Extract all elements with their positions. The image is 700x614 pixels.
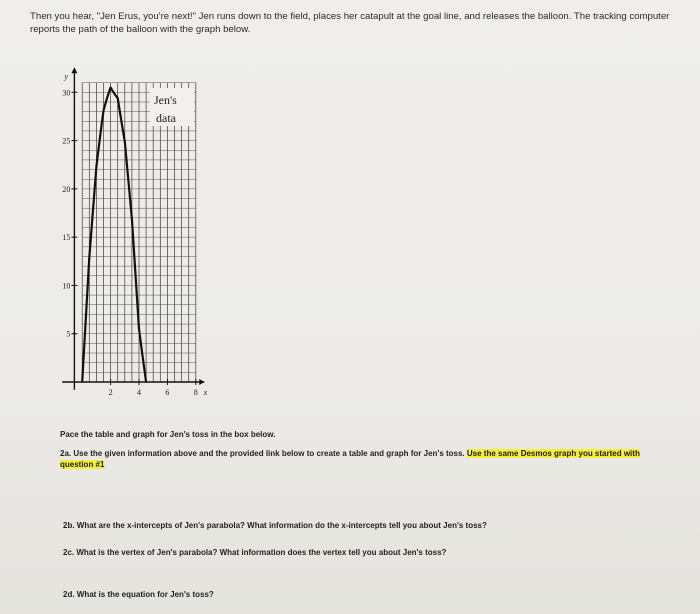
question-2c: 2c. What is the vertex of Jen's parabola? What information does the vertex tell you about Jen's toss? — [63, 548, 447, 557]
question-2a-text: 2a. Use the given information above and the provided link below to create a table and graph for Jen's toss. — [60, 449, 465, 458]
y-tick-label: 15 — [62, 233, 71, 243]
x-tick-label: 4 — [137, 388, 141, 397]
x-tick-label: 8 — [193, 388, 198, 397]
intro-paragraph: Then you hear, "Jen Erus, you're next!" Jen runs down to the field, places her catapult at the goal line, and releases the balloon. The tracking computer reports the path of the balloon with the graph below. — [30, 11, 670, 35]
y-tick-label: 25 — [62, 136, 71, 146]
x-axis-label: x — [203, 388, 208, 397]
x-tick-label: 2 — [108, 388, 113, 397]
question-2a — [60, 448, 660, 470]
question-2d: 2d. What is the equation for Jen's toss? — [63, 590, 214, 599]
graph-legend — [150, 88, 194, 126]
legend-label-line2: data — [156, 111, 176, 125]
x-tick-label: 6 — [165, 388, 170, 397]
y-axis-arrow — [71, 67, 77, 73]
y-tick-label: 30 — [62, 88, 71, 98]
parabola-curve — [82, 87, 146, 382]
x-axis-arrow — [199, 379, 204, 385]
y-tick-label: 20 — [62, 184, 71, 194]
graph-curve — [82, 87, 146, 382]
question-2a-highlight: Use the same Desmos graph you started with question #1 — [60, 449, 640, 469]
y-tick-label: 10 — [62, 281, 71, 291]
instruction-place-table: Pace the table and graph for Jen's toss in the box below. — [60, 430, 276, 439]
question-2b: 2b. What are the x-intercepts of Jen's parabola? What information do the x-intercepts tell you about Jen's toss? — [63, 521, 487, 530]
y-axis-label: y — [64, 71, 68, 81]
y-tick-label: 5 — [66, 329, 71, 339]
jens-data-graph — [40, 55, 220, 405]
legend-label-line1: Jen's — [154, 93, 177, 107]
graph-svg — [40, 55, 220, 405]
